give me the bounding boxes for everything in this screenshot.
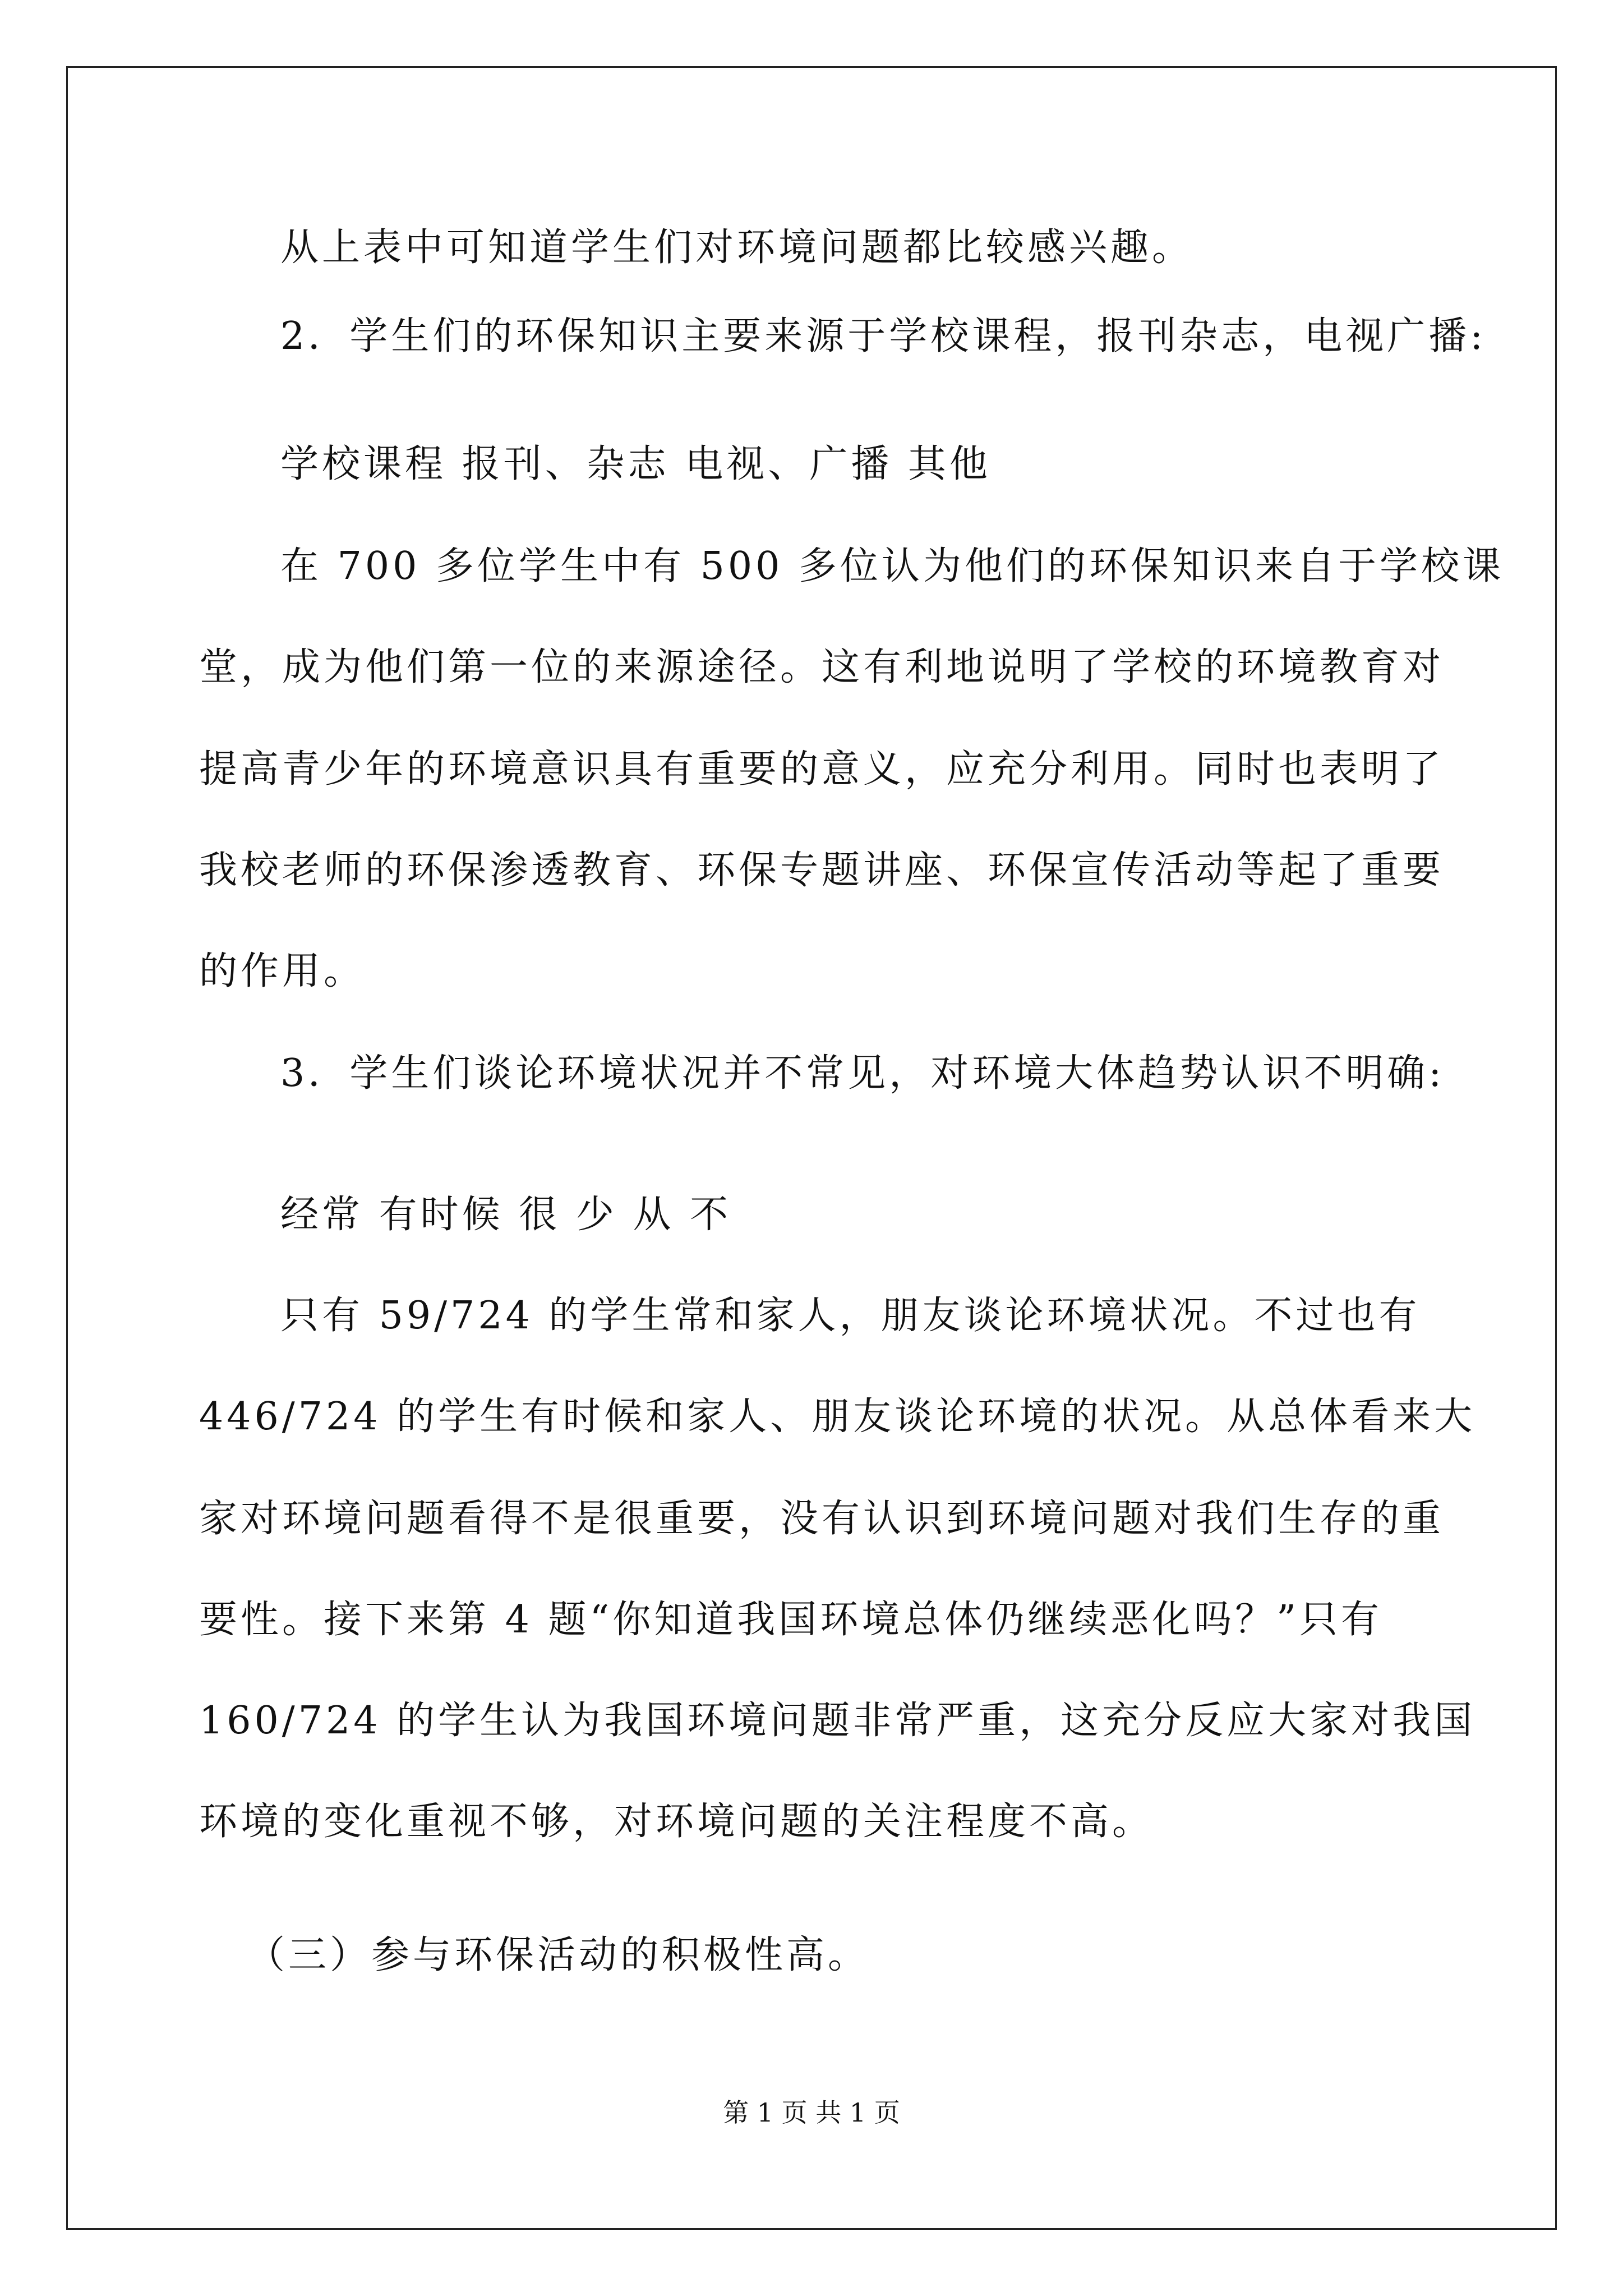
- paragraph-line-16: 环境的变化重视不够，对环境问题的关注程度不高。: [199, 1800, 1154, 1844]
- paragraph-line-11: 只有 59/724 的学生常和家人，朋友谈论环境状况。不过也有: [280, 1294, 1421, 1338]
- paragraph-line-6: 提高青少年的环境意识具有重要的意义，应充分利用。同时也表明了: [199, 747, 1445, 792]
- paragraph-line-10: 经常 有时候 很 少 从 不: [280, 1193, 732, 1237]
- section-heading: （三）参与环保活动的积极性高。: [247, 1933, 870, 1977]
- paragraph-line-12: 446/724 的学生有时候和家人、朋友谈论环境的状况。从总体看来大: [199, 1395, 1476, 1439]
- page-border: [66, 66, 1557, 2230]
- paragraph-line-15: 160/724 的学生认为我国环境问题非常严重，这充分反应大家对我国: [199, 1699, 1476, 1743]
- paragraph-line-2: 2．学生们的环保知识主要来源于学校课程，报刊杂志，电视广播:: [280, 314, 1487, 358]
- paragraph-line-5: 堂，成为他们第一位的来源途径。这有利地说明了学校的环境教育对: [199, 645, 1445, 689]
- paragraph-line-8: 的作用。: [199, 949, 366, 993]
- paragraph-line-4: 在 700 多位学生中有 500 多位认为他们的环保知识来自于学校课: [280, 544, 1505, 588]
- paragraph-line-9: 3．学生们谈论环境状况并不常见，对环境大体趋势认识不明确:: [280, 1051, 1445, 1096]
- paragraph-line-14: 要性。接下来第 4 题“你知道我国环境总体仍继续恶化吗？”只有: [199, 1598, 1383, 1642]
- paragraph-line-1: 从上表中可知道学生们对环境问题都比较感兴趣。: [280, 226, 1194, 270]
- paragraph-line-7: 我校老师的环保渗透教育、环保专题讲座、环保宣传活动等起了重要: [199, 848, 1445, 892]
- paragraph-line-13: 家对环境问题看得不是很重要，没有认识到环境问题对我们生存的重: [199, 1497, 1445, 1541]
- paragraph-line-3: 学校课程 报刊、杂志 电视、广播 其他: [280, 442, 991, 486]
- page-footer: 第 1 页 共 1 页: [723, 2097, 900, 2128]
